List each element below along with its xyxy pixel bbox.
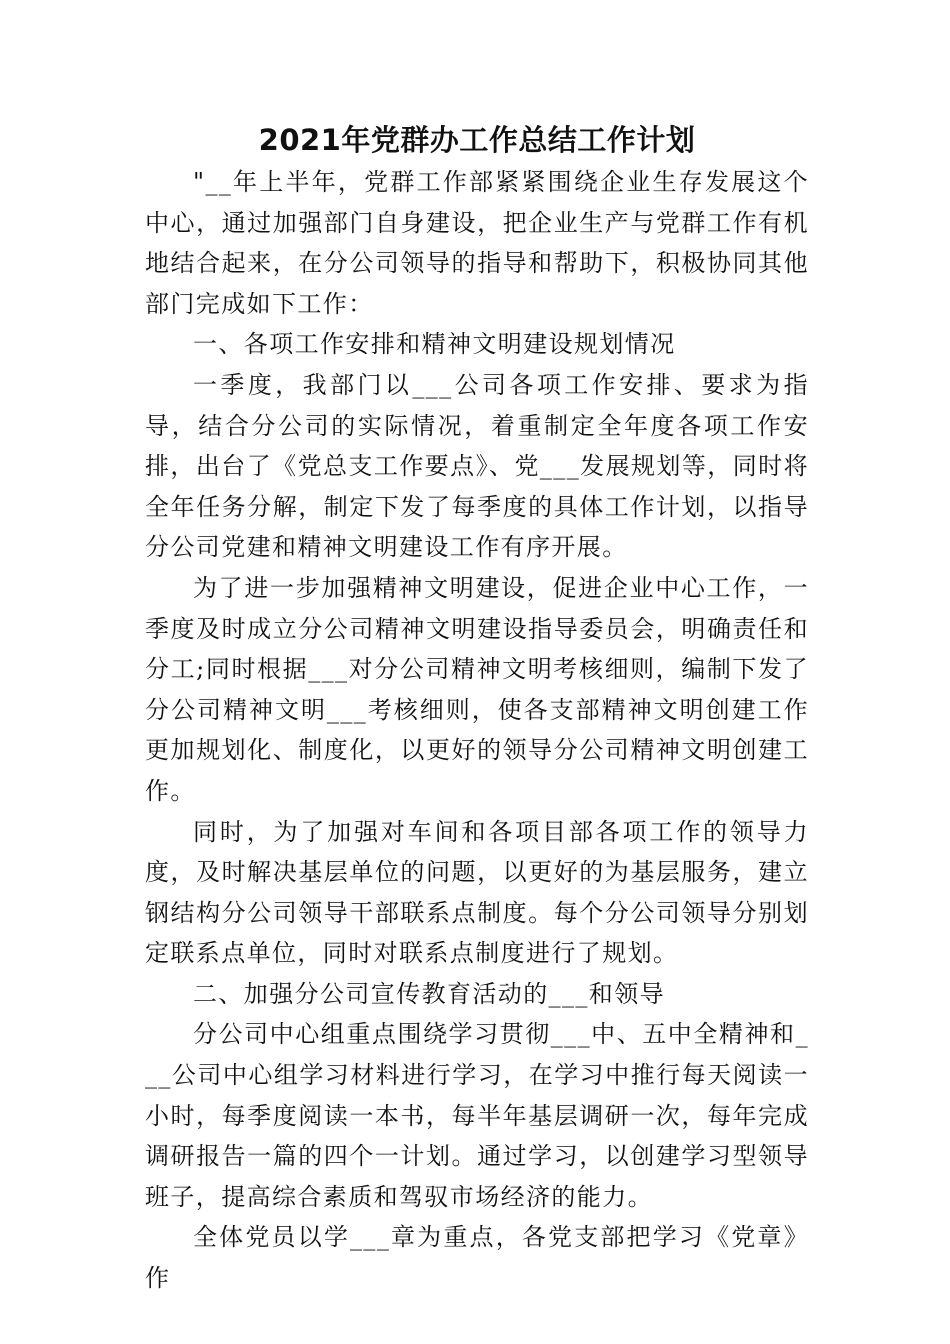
paragraph-contact-point: 同时，为了加强对车间和各项目部各项工作的领导力度，及时解决基层单位的问题，以更好的为基层服务，建立钢结构分公司领导干部联系点制度。每个分公司领导分别划定联系点单位，同时对联系点制度进行了规划。 [145, 817, 809, 968]
section-heading-2: 二、加强分公司宣传教育活动的___和领导 [193, 979, 665, 1008]
paragraph-q1-plan: 一季度，我部门以___公司各项工作安排、要求为指导，结合分公司的实际情况，着重制定全年度各项工作安排，出台了《党总支工作要点》、党___发展规划等，同时将全年任务分解，制定下发了每季度的具体工作计划，以指导分公司党建和精神文明建设工作有序开展。 [145, 370, 809, 562]
document-title: 2021年党群办工作总结工作计划 [258, 123, 696, 157]
section-heading-1: 一、各项工作安排和精神文明建设规划情况 [193, 330, 676, 359]
paragraph-intro: "__年上半年，党群工作部紧紧围绕企业生存发展这个中心，通过加强部门自身建设，把企业生产与党群工作有机地结合起来，在分公司领导的指导和帮助下，积极协同其他部门完成如下工作： [145, 168, 809, 318]
document-page [145, 118, 809, 1299]
paragraph-civilization: 为了进一步加强精神文明建设，促进企业中心工作，一季度及时成立分公司精神文明建设指导委员会，明确责任和分工;同时根据___对分公司精神文明考核细则，编制下发了分公司精神文明___考核细则，使各支部精神文明创建工作更加规划化、制度化，以更好的领导分公司精神文明创建工作。 [145, 573, 809, 805]
paragraph-party-members: 全体党员以学___章为重点，各党支部把学习《党章》作 [145, 1223, 809, 1293]
paragraph-study-group: 分公司中心组重点围绕学习贯彻___中、五中全精神和___公司中心组学习材料进行学习，在学习中推行每天阅读一小时，每季度阅读一本书，每半年基层调研一次，每年完成调研报告一篇的四个一计划。通过学习，以创建学习型领导班子，提高综合素质和驾驭市场经济的能力。 [145, 1020, 809, 1211]
